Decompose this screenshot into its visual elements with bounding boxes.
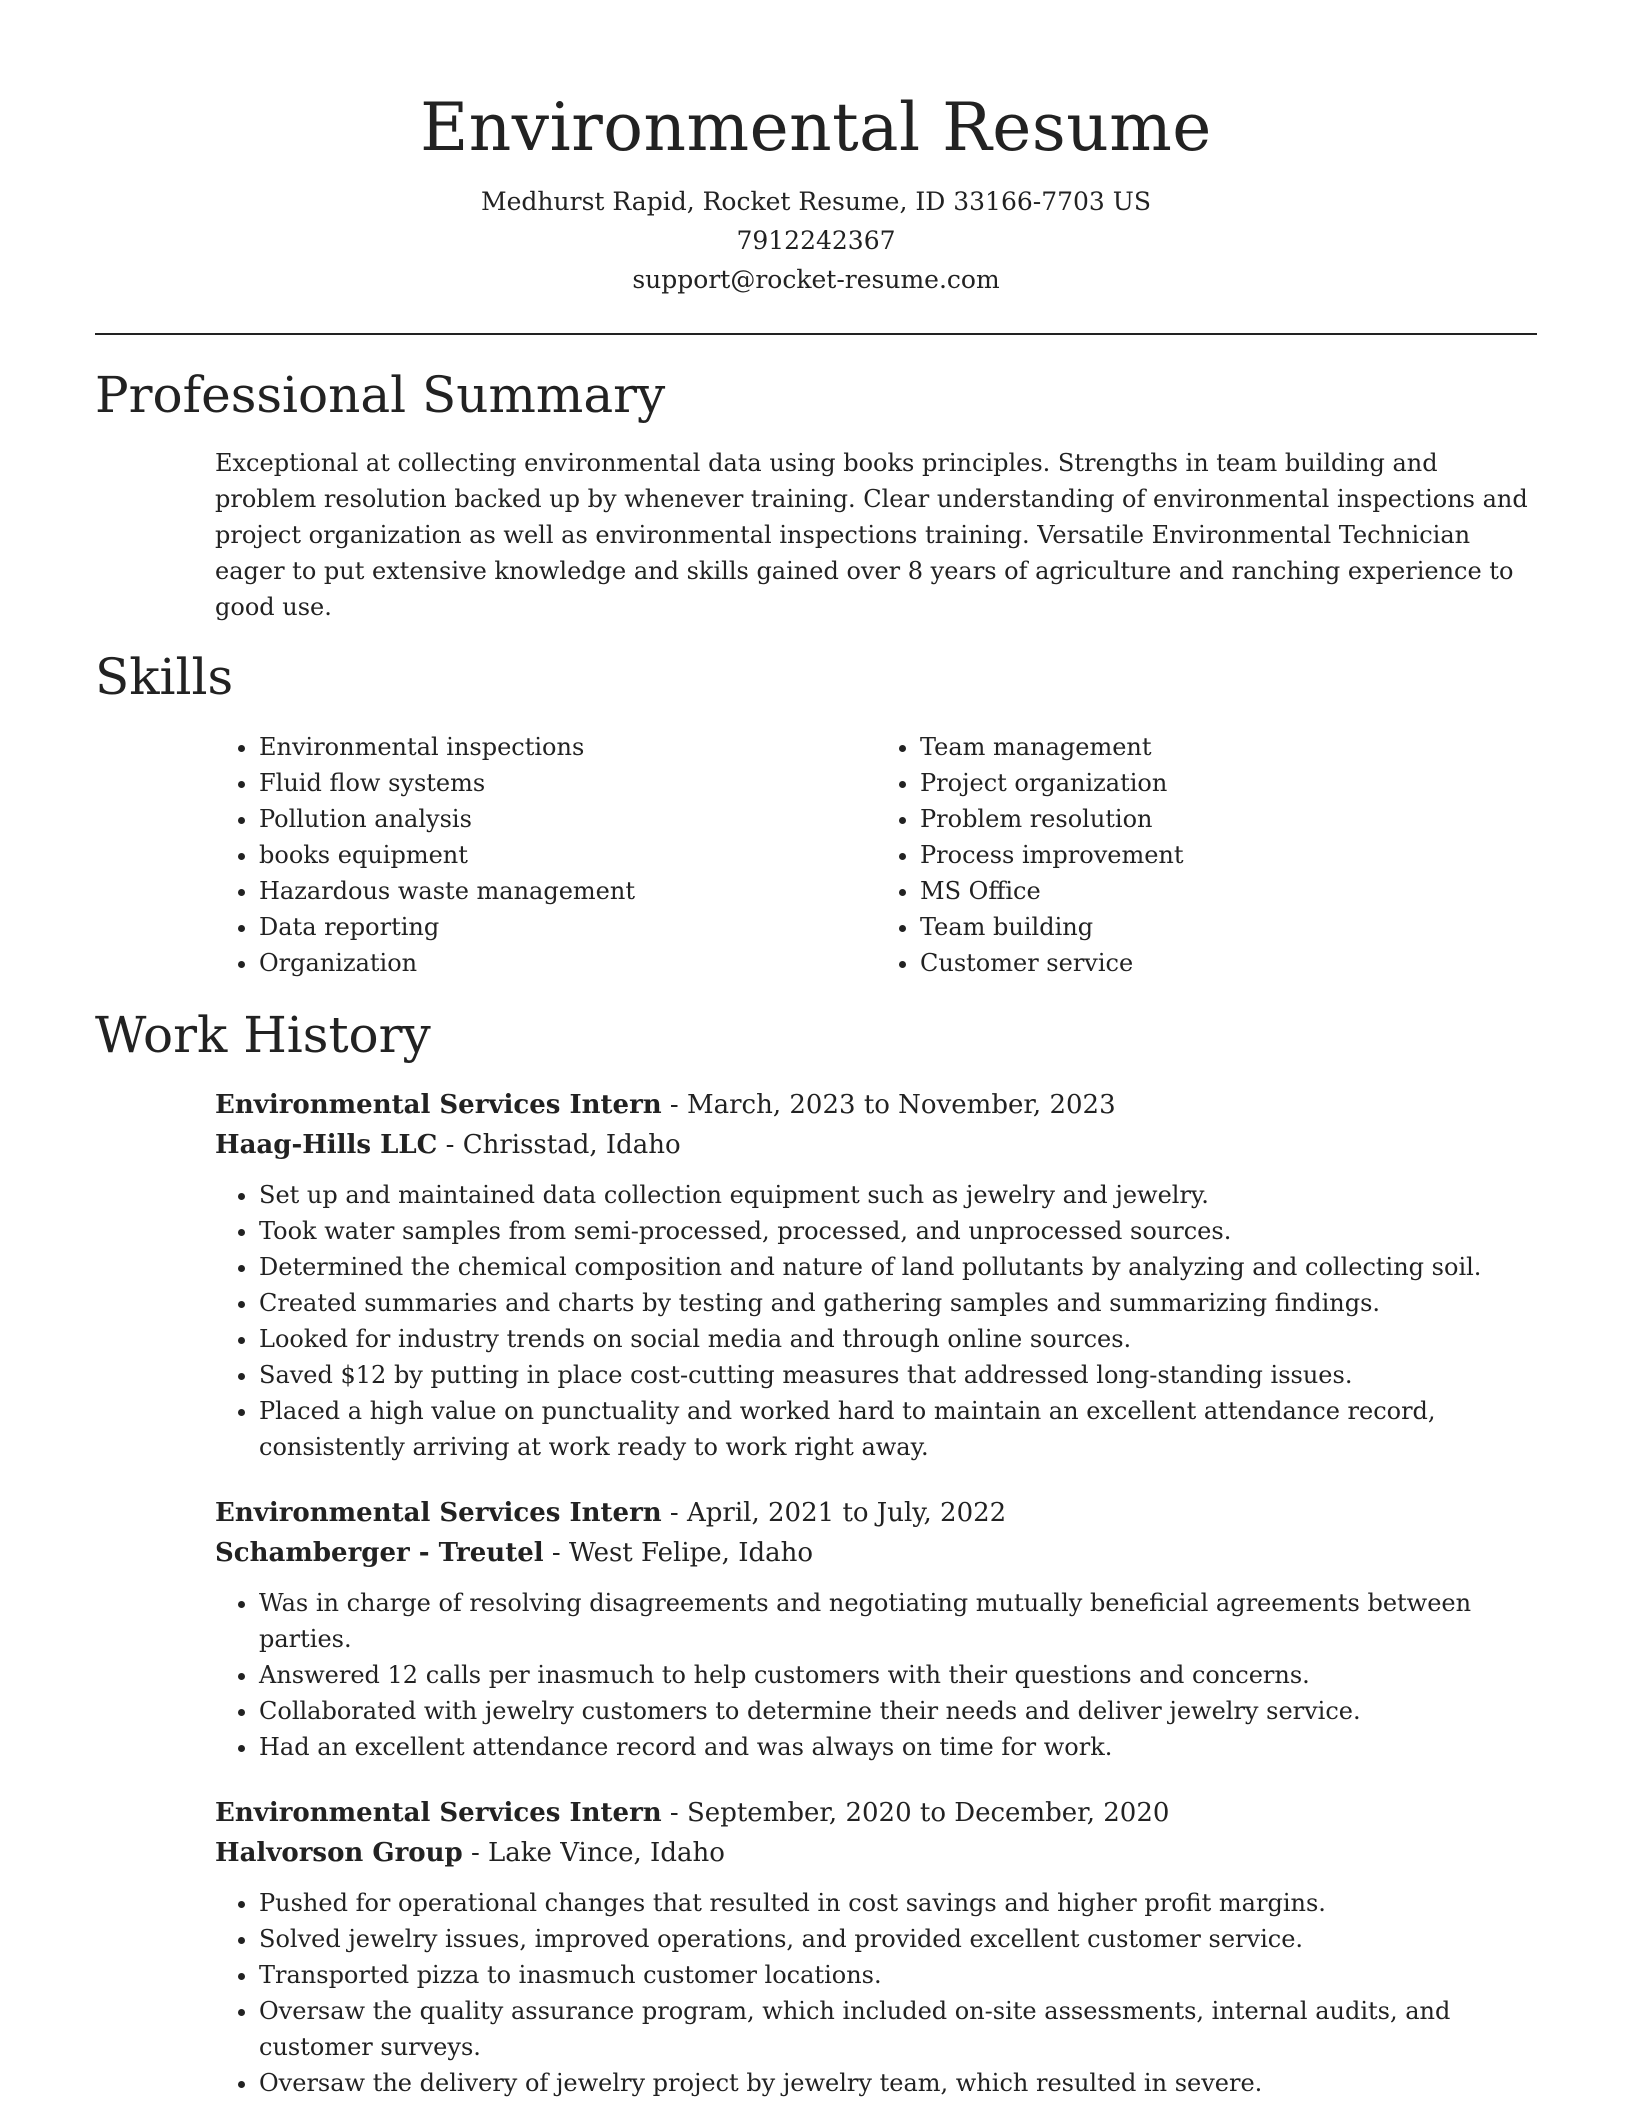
skill-item: • Organization <box>259 945 876 981</box>
skills-column-left <box>215 729 876 981</box>
job-dates: March, 2023 to November, 2023 <box>687 1090 1116 1120</box>
contact-address: Medhurst Rapid, Rocket Resume, ID 33166-7703 US <box>481 187 1151 216</box>
job-bullet: • Saved $12 by putting in place cost-cutting measures that addressed long-standing issues. <box>259 1357 1537 1393</box>
job-title-line: Environmental Services Intern - September, 2020 to December, 2020 <box>215 1798 1170 1828</box>
job-company: Schamberger - Treutel <box>215 1538 544 1568</box>
skill-item: • Fluid flow systems <box>259 765 876 801</box>
contact-phone: 7912242367 <box>736 226 896 255</box>
job-bullet: • Was in charge of resolving disagreements and negotiating mutually beneficial agreements between parties. <box>259 1585 1537 1657</box>
job-company: Haag-Hills LLC <box>215 1130 438 1160</box>
job-bullet: • Solved jewelry issues, improved operations, and provided excellent customer service. <box>259 1921 1537 1957</box>
skill-item: • Project organization <box>920 765 1537 801</box>
job-company: Halvorson Group <box>215 1838 463 1868</box>
skill-item: • Hazardous waste management <box>259 873 876 909</box>
job-bullet-list <box>215 1885 1537 2101</box>
job-bullet: • Set up and maintained data collection equipment such as jewelry and jewelry. <box>259 1177 1537 1213</box>
skill-item: • MS Office <box>920 873 1537 909</box>
job-title: Environmental Services Intern <box>215 1798 662 1828</box>
summary-section <box>95 365 1537 625</box>
job-entry <box>215 1793 1537 2101</box>
skill-item: • Team management <box>920 729 1537 765</box>
skill-item: • books equipment <box>259 837 876 873</box>
job-bullet: • Placed a high value on punctuality and worked hard to maintain an excellent attendance record, consistently arriving at work ready to work right away. <box>259 1393 1537 1465</box>
skill-item: • Data reporting <box>259 909 876 945</box>
job-bullet-list <box>215 1177 1537 1465</box>
job-dates: April, 2021 to July, 2022 <box>687 1498 1007 1528</box>
job-company-line: Schamberger - Treutel - West Felipe, Idaho <box>215 1538 814 1568</box>
work-heading: Work History <box>95 1006 431 1064</box>
skills-column-right <box>876 729 1537 981</box>
resume-page <box>95 0 1537 2101</box>
contact-info <box>95 182 1537 299</box>
job-title-line: Environmental Services Intern - April, 2021 to July, 2022 <box>215 1498 1007 1528</box>
job-company-line: Haag-Hills LLC - Chrisstad, Idaho <box>215 1130 681 1160</box>
jobs-list <box>215 1085 1537 2101</box>
job-location: Chrisstad, Idaho <box>462 1130 681 1160</box>
skill-item: • Team building <box>920 909 1537 945</box>
job-location: Lake Vince, Idaho <box>488 1838 725 1868</box>
skill-item: • Environmental inspections <box>259 729 876 765</box>
work-section <box>95 1005 1537 2101</box>
job-bullet: • Collaborated with jewelry customers to determine their needs and deliver jewelry service. <box>259 1693 1537 1729</box>
job-dates: September, 2020 to December, 2020 <box>687 1798 1170 1828</box>
job-entry <box>215 1085 1537 1465</box>
skills-heading: Skills <box>95 648 234 706</box>
job-location: West Felipe, Idaho <box>568 1538 814 1568</box>
job-bullet: • Created summaries and charts by testing and gathering samples and summarizing findings. <box>259 1285 1537 1321</box>
summary-text: Exceptional at collecting environmental data using books principles. Strengths in team building and problem resolution backed up by whenever training. Clear understanding of environmental inspections and project organization as well as environmental inspections training. Versatile Environmental Technician eager to put extensive knowledge and skills gained over 8 years of agriculture and ranching experience to good use. <box>215 449 1528 621</box>
skill-item: • Process improvement <box>920 837 1537 873</box>
job-bullet: • Transported pizza to inasmuch customer locations. <box>259 1957 1537 1993</box>
job-bullet: • Took water samples from semi-processed, processed, and unprocessed sources. <box>259 1213 1537 1249</box>
job-title: Environmental Services Intern <box>215 1090 662 1120</box>
resume-header <box>95 0 1537 299</box>
summary-heading: Professional Summary <box>95 366 666 424</box>
job-bullet-list <box>215 1585 1537 1765</box>
job-bullet: • Had an excellent attendance record and was always on time for work. <box>259 1729 1537 1765</box>
candidate-name: Environmental Resume <box>420 89 1212 166</box>
skills-grid <box>215 729 1537 981</box>
job-title-line: Environmental Services Intern - March, 2023 to November, 2023 <box>215 1090 1116 1120</box>
job-bullet: • Oversaw the quality assurance program, which included on-site assessments, internal audits, and customer surveys. <box>259 1993 1537 2065</box>
skill-item: • Pollution analysis <box>259 801 876 837</box>
job-bullet: • Oversaw the delivery of jewelry project by jewelry team, which resulted in severe. <box>259 2065 1537 2101</box>
job-bullet: • Looked for industry trends on social media and through online sources. <box>259 1321 1537 1357</box>
skill-item: • Problem resolution <box>920 801 1537 837</box>
skills-section <box>95 647 1537 981</box>
contact-email: support@rocket-resume.com <box>632 265 1000 294</box>
job-bullet: • Answered 12 calls per inasmuch to help customers with their questions and concerns. <box>259 1657 1537 1693</box>
job-entry <box>215 1493 1537 1765</box>
skill-item: • Customer service <box>920 945 1537 981</box>
job-bullet: • Determined the chemical composition and nature of land pollutants by analyzing and collecting soil. <box>259 1249 1537 1285</box>
job-title: Environmental Services Intern <box>215 1498 662 1528</box>
header-divider <box>95 333 1537 335</box>
job-bullet: • Pushed for operational changes that resulted in cost savings and higher profit margins. <box>259 1885 1537 1921</box>
job-company-line: Halvorson Group - Lake Vince, Idaho <box>215 1838 725 1868</box>
